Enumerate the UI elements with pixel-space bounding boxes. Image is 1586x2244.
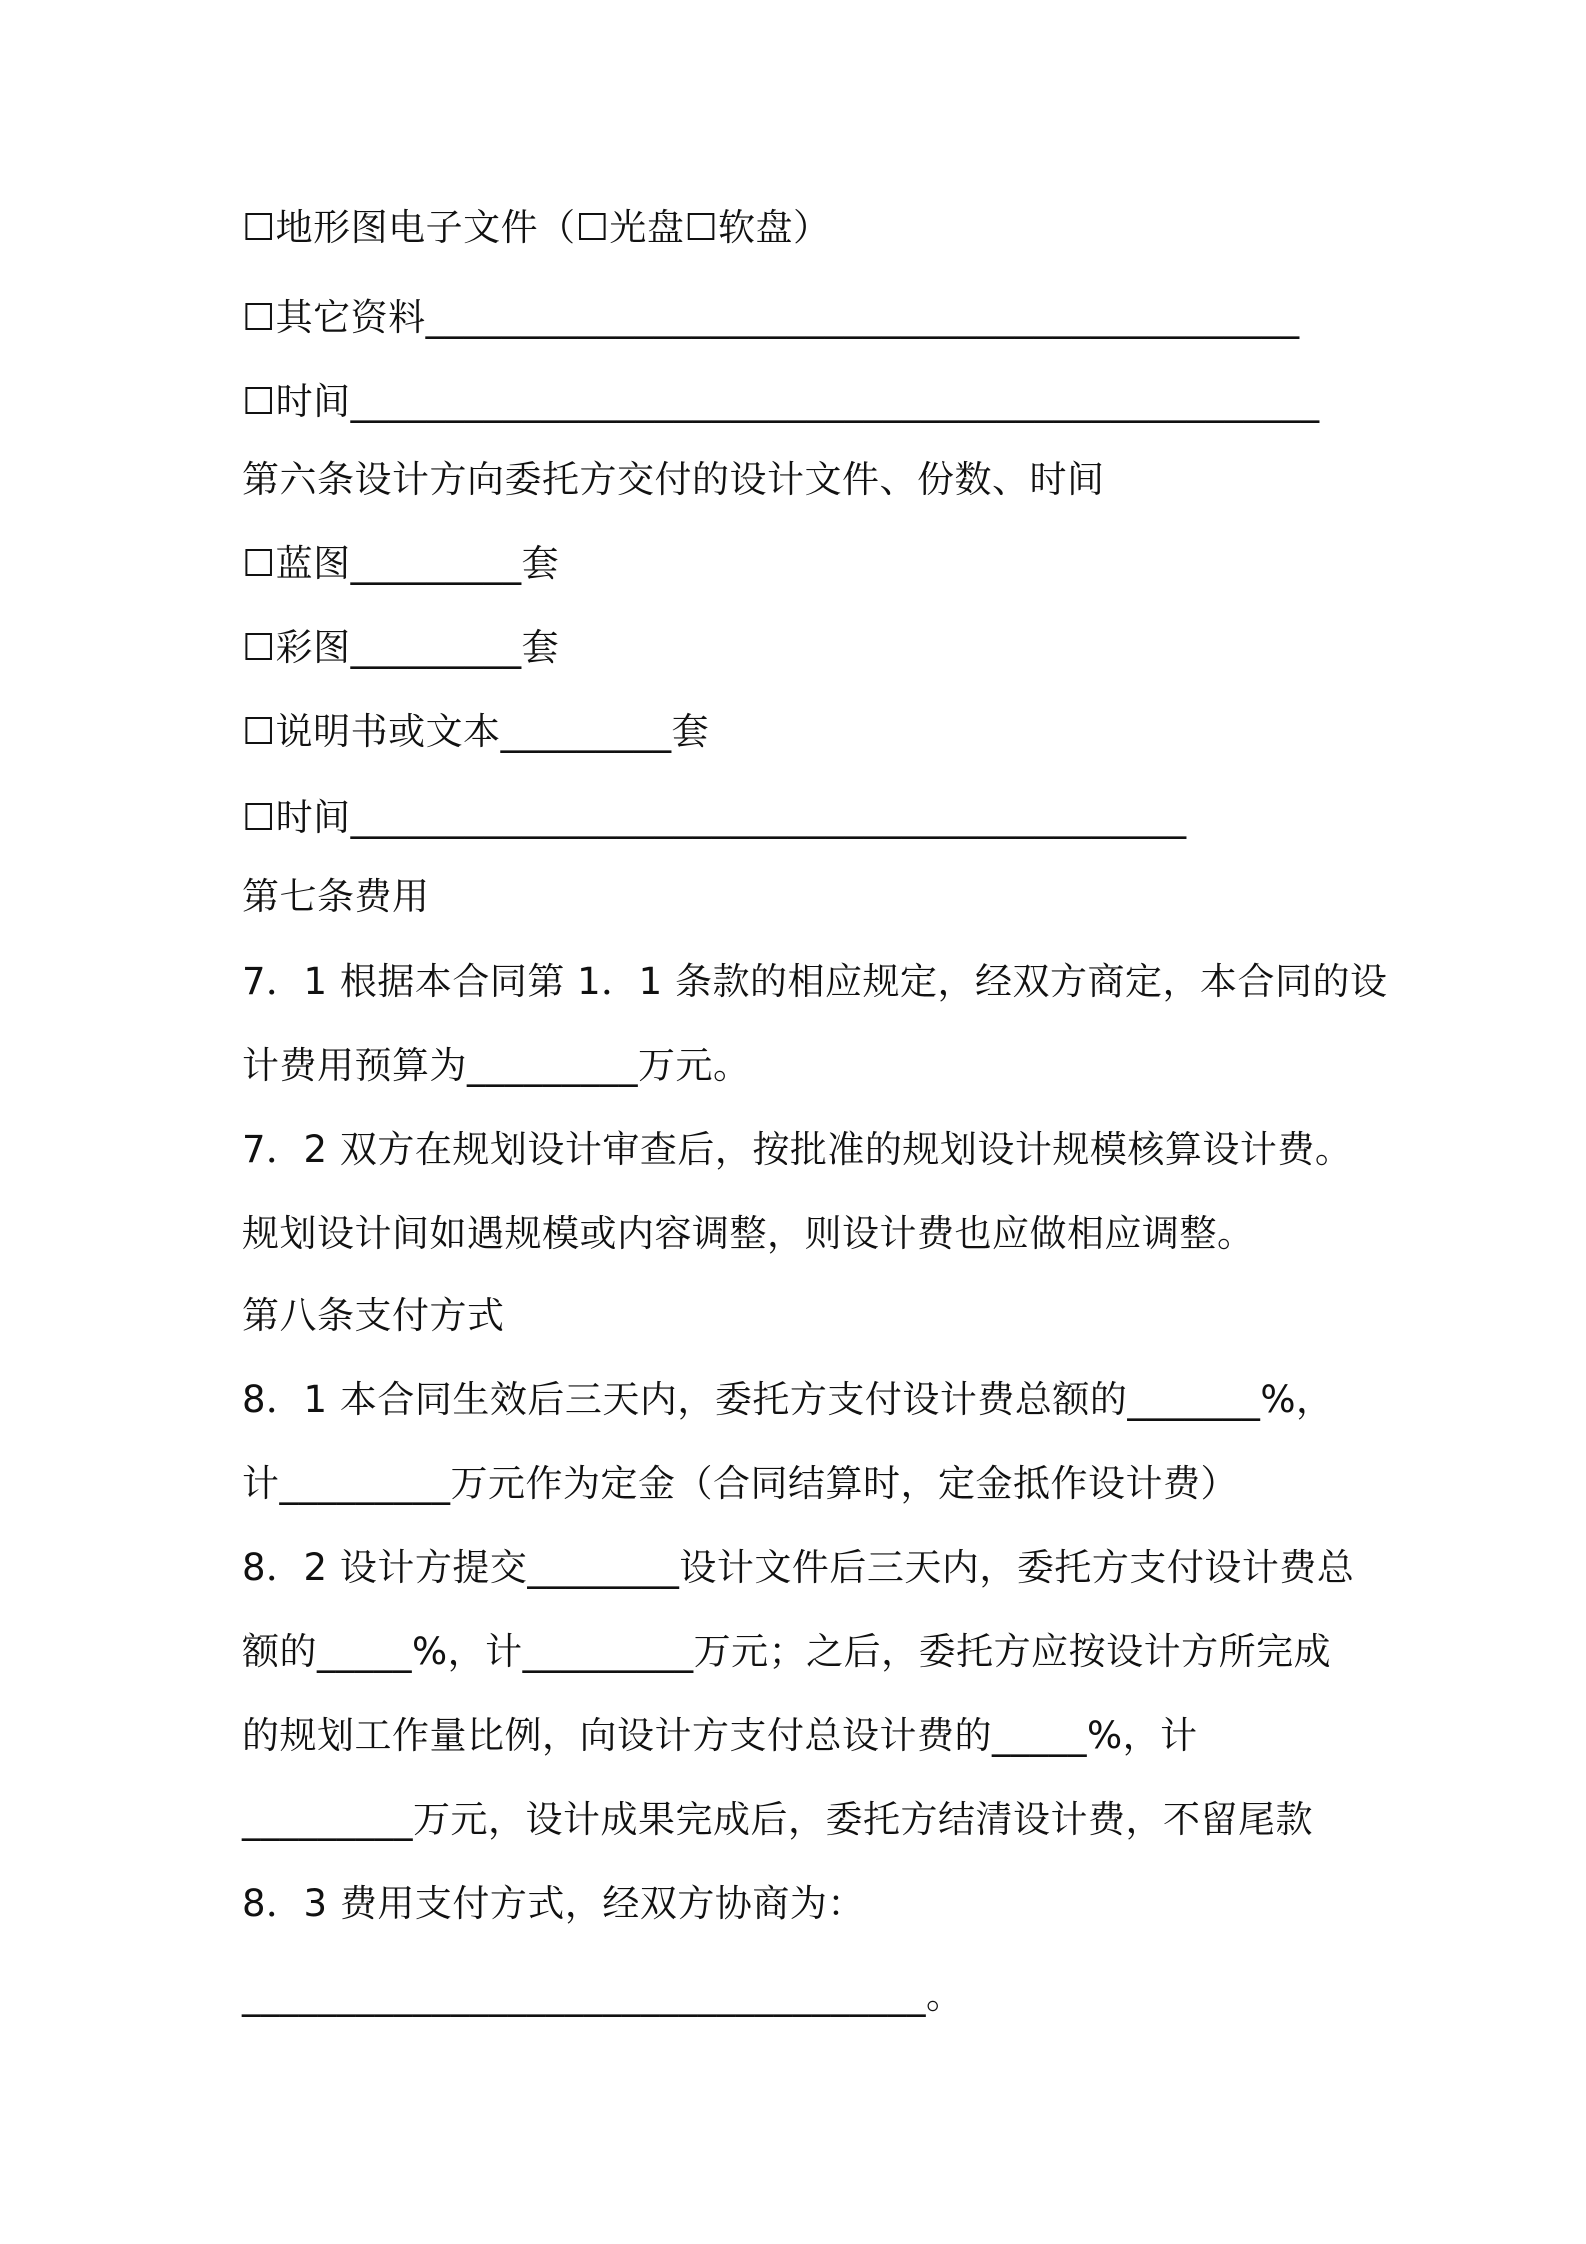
clause-8-1-line-1: 8．1 本合同生效后三天内，委托方支付设计费总额的_______%， bbox=[242, 1378, 1334, 1421]
article-8-heading: 第八条支付方式 bbox=[242, 1294, 505, 1337]
item-blueprint: ☐蓝图_________套 bbox=[242, 542, 560, 585]
clause-8-3-line-1: 8．3 费用支付方式，经双方协商为： bbox=[242, 1882, 865, 1925]
clause-7-2-line-1: 7．2 双方在规划设计审查后，按批准的规划设计规模核算设计费。 bbox=[242, 1128, 1353, 1171]
article-6-heading: 第六条设计方向委托方交付的设计文件、份数、时间 bbox=[242, 458, 1105, 501]
article-7-heading: 第七条费用 bbox=[242, 875, 430, 918]
clause-8-2-line-4: _________万元，设计成果完成后，委托方结清设计费，不留尾款 bbox=[242, 1798, 1313, 1841]
clause-8-1-line-2: 计_________万元作为定金（合同结算时，定金抵作设计费） bbox=[242, 1462, 1238, 1505]
item-manual-or-text: ☐说明书或文本_________套 bbox=[242, 710, 710, 753]
item-topographic-electronic-file: ☐地形图电子文件（☐光盘☐软盘） bbox=[242, 206, 831, 249]
item-time-1: ☐时间___________________________________________________ bbox=[242, 380, 1320, 423]
clause-8-2-line-1: 8．2 设计方提交________设计文件后三天内，委托方支付设计费总 bbox=[242, 1546, 1355, 1589]
clause-8-2-line-3: 的规划工作量比例，向设计方支付总设计费的_____%，计 bbox=[242, 1714, 1198, 1757]
item-other-materials: ☐其它资料______________________________________________ bbox=[242, 296, 1300, 339]
clause-7-1-line-2: 计费用预算为_________万元。 bbox=[242, 1044, 751, 1087]
clause-7-1-line-1: 7．1 根据本合同第 1．1 条款的相应规定，经双方商定，本合同的设 bbox=[242, 960, 1388, 1003]
clause-8-3-blank: ____________________________________。 bbox=[242, 1974, 964, 2017]
item-color-drawing: ☐彩图_________套 bbox=[242, 626, 560, 669]
item-time-2: ☐时间____________________________________________ bbox=[242, 796, 1187, 839]
clause-8-2-line-2: 额的_____%，计_________万元；之后，委托方应按设计方所完成 bbox=[242, 1630, 1332, 1673]
clause-7-2-line-2: 规划设计间如遇规模或内容调整，则设计费也应做相应调整。 bbox=[242, 1212, 1255, 1255]
